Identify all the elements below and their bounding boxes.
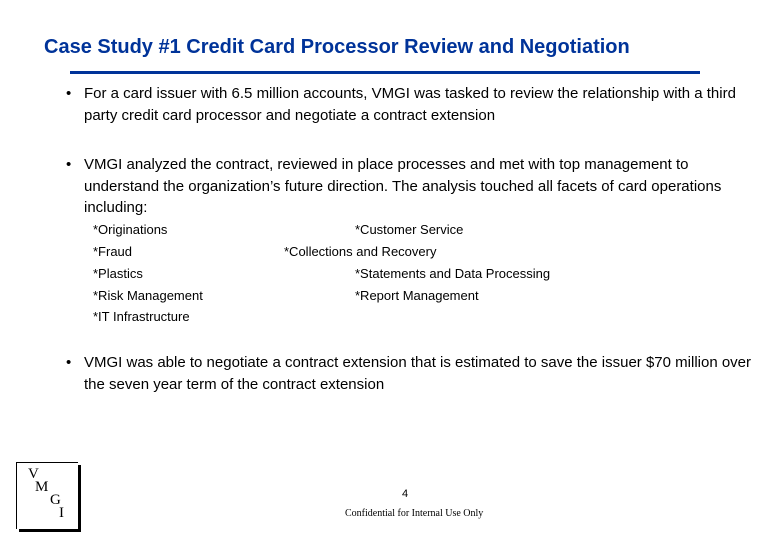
vmgi-logo xyxy=(16,462,78,529)
bullet-icon: • xyxy=(66,156,72,173)
bullet-icon: • xyxy=(66,85,72,102)
logo-letter: G xyxy=(50,492,61,508)
facet-report-management: *Report Management xyxy=(355,288,479,303)
page-number: 4 xyxy=(402,488,409,500)
bullet-item xyxy=(66,83,756,126)
facet-plastics: *Plastics xyxy=(93,266,143,281)
facet-risk-management: *Risk Management xyxy=(93,288,203,303)
facet-originations: *Originations xyxy=(93,222,168,237)
facet-statements-data-processing: *Statements and Data Processing xyxy=(355,266,551,281)
bullet-text: For a card issuer with 6.5 million accounts, VMGI was tasked to review the relationship with a third party credit card processor and negotiate a contract extension xyxy=(84,85,736,124)
facet-fraud: *Fraud xyxy=(93,244,133,259)
logo-letter: M xyxy=(35,479,49,495)
logo-letter: I xyxy=(59,505,64,521)
slide-title: Case Study #1 Credit Card Processor Review and Negotiation xyxy=(44,36,630,58)
logo-letter: V xyxy=(28,466,39,482)
title-underline xyxy=(70,71,700,74)
bullet-icon: • xyxy=(66,354,72,371)
confidential-footer: Confidential for Internal Use Only xyxy=(345,508,484,519)
bullet-text: VMGI was able to negotiate a contract extension that is estimated to save the issuer $70 million over the seven year term of the contract extension xyxy=(84,354,752,393)
facet-customer-service: *Customer Service xyxy=(355,222,464,237)
bullet-item xyxy=(66,352,756,395)
facet-collections-recovery: *Collections and Recovery xyxy=(284,244,437,259)
bullet-text: VMGI analyzed the contract, reviewed in place processes and met with top management to understand the organization’s future direction. The analysis touched all facets of card operations including: xyxy=(84,156,722,216)
facet-it-infrastructure: *IT Infrastructure xyxy=(93,309,190,324)
bullet-item xyxy=(66,154,756,219)
